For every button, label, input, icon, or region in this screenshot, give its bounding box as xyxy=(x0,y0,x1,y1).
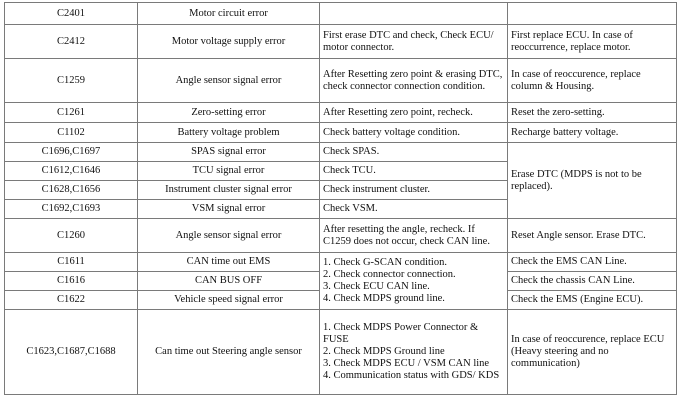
remedy-cell: In case of reoccurence, replace column & Housing. xyxy=(508,59,677,103)
check-cell-merged: 1. Check G-SCAN condition. 2. Check connector connection. 3. Check ECU CAN line. 4. Check MDPS ground line. xyxy=(320,253,508,310)
dtc-description: SPAS signal error xyxy=(138,143,320,162)
check-cell: After resetting the angle, recheck. If C1259 does not occur, check CAN line. xyxy=(320,219,508,253)
dtc-code: C2401 xyxy=(5,3,138,25)
check-cell: Check battery voltage condition. xyxy=(320,123,508,143)
dtc-description: Zero-setting error xyxy=(138,103,320,123)
table-row xyxy=(5,25,677,59)
check-cell: Check VSM. xyxy=(320,200,508,219)
table-row xyxy=(5,310,677,395)
table-row xyxy=(5,123,677,143)
dtc-code: C1622 xyxy=(5,291,138,310)
dtc-description: Can time out Steering angle sensor xyxy=(138,310,320,395)
remedy-cell: Check the EMS (Engine ECU). xyxy=(508,291,677,310)
dtc-code: C1696,C1697 xyxy=(5,143,138,162)
dtc-description: CAN BUS OFF xyxy=(138,272,320,291)
dtc-code: C1102 xyxy=(5,123,138,143)
remedy-cell xyxy=(508,3,677,25)
dtc-code: C1259 xyxy=(5,59,138,103)
dtc-description: VSM signal error xyxy=(138,200,320,219)
remedy-cell: In case of reoccurence, replace ECU (Heavy steering and no communication) xyxy=(508,310,677,395)
dtc-description: Instrument cluster signal error xyxy=(138,181,320,200)
dtc-code: C1261 xyxy=(5,103,138,123)
dtc-code: C1628,C1656 xyxy=(5,181,138,200)
check-cell: 1. Check MDPS Power Connector & FUSE 2. Check MDPS Ground line 3. Check MDPS ECU / VSM CAN line 4. Communication status with GDS/ KDS xyxy=(320,310,508,395)
table-row xyxy=(5,143,677,162)
dtc-code: C1692,C1693 xyxy=(5,200,138,219)
remedy-cell: Check the EMS CAN Line. xyxy=(508,253,677,272)
table-row xyxy=(5,3,677,25)
dtc-description: TCU signal error xyxy=(138,162,320,181)
dtc-description: Vehicle speed signal error xyxy=(138,291,320,310)
check-cell xyxy=(320,3,508,25)
check-cell: First erase DTC and check, Check ECU/ motor connector. xyxy=(320,25,508,59)
dtc-code: C2412 xyxy=(5,25,138,59)
table-row xyxy=(5,253,677,272)
check-cell: Check instrument cluster. xyxy=(320,181,508,200)
dtc-description: Angle sensor signal error xyxy=(138,59,320,103)
check-cell: Check SPAS. xyxy=(320,143,508,162)
remedy-cell: Reset the zero-setting. xyxy=(508,103,677,123)
remedy-cell: Check the chassis CAN Line. xyxy=(508,272,677,291)
dtc-code: C1616 xyxy=(5,272,138,291)
remedy-cell: Recharge battery voltage. xyxy=(508,123,677,143)
dtc-description: Angle sensor signal error xyxy=(138,219,320,253)
check-cell: Check TCU. xyxy=(320,162,508,181)
dtc-description: CAN time out EMS xyxy=(138,253,320,272)
check-cell: After Resetting zero point, recheck. xyxy=(320,103,508,123)
dtc-code: C1260 xyxy=(5,219,138,253)
table-row xyxy=(5,103,677,123)
dtc-table xyxy=(4,2,677,395)
dtc-description: Battery voltage problem xyxy=(138,123,320,143)
dtc-description: Motor voltage supply error xyxy=(138,25,320,59)
dtc-code: C1623,C1687,C1688 xyxy=(5,310,138,395)
table-row xyxy=(5,219,677,253)
remedy-cell-merged: Erase DTC (MDPS is not to be replaced). xyxy=(508,143,677,219)
remedy-cell: First replace ECU. In case of reoccurrence, replace motor. xyxy=(508,25,677,59)
table-row xyxy=(5,59,677,103)
check-cell: After Resetting zero point & erasing DTC, check connector connection condition. xyxy=(320,59,508,103)
dtc-description: Motor circuit error xyxy=(138,3,320,25)
dtc-code: C1611 xyxy=(5,253,138,272)
dtc-code: C1612,C1646 xyxy=(5,162,138,181)
remedy-cell: Reset Angle sensor. Erase DTC. xyxy=(508,219,677,253)
